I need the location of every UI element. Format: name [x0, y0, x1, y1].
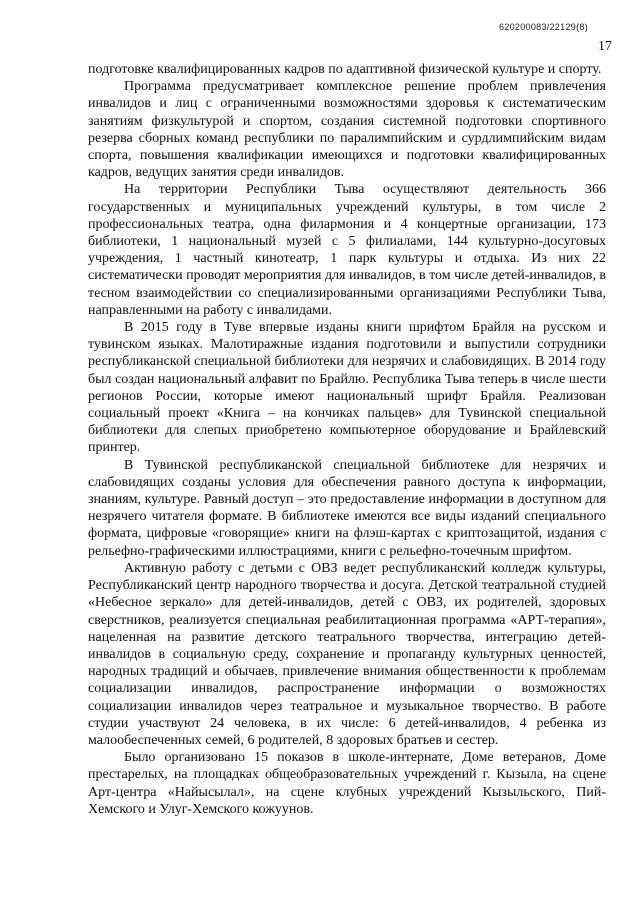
page-number: 17 — [598, 39, 612, 54]
paragraph-culture-institutions: На территории Республики Тыва осуществляют деятельность 366 государственных и муниципальных учреждений культуры, в том числе 2 профессиональных театра, одна филармония и 4 концертные организации, 173 библиотеки, 1 национальный музей с 5 филиалами, 144 культурно-досуговых учреждения, 1 частный кинотеатр, 1 парк культуры и отдыха. Из них 22 систематически проводят мероприятия для инвалидов, в том числе детей-инвалидов, в тесном взаимодействии со специализированными организациями Республики Тыва, направленными на работу с инвалидами. — [88, 182, 606, 318]
document-body — [88, 61, 606, 818]
paragraph-performances: Было организовано 15 показов в школе-интернате, Доме ветеранов, Доме престарелых, на площадках общеобразовательных учреждений г. Кызыла, на сцене Арт-центра «Найысылал», на сцене клубных учреждений Кызыльского, Пий-Хемского и Улуг-Хемского кожуунов. — [88, 750, 606, 817]
paragraph-library-access: В Тувинской республиканской специальной библиотеке для незрячих и слабовидящих созданы условия для обеспечения равного доступа к информации, знаниям, культуре. Равный доступ – это предоставление информации в доступном для незрячего читателя формате. В библиотеке имеются все виды изданий специального формата, цифровые «говорящие» книги на флэш-картах с криптозащитой, издания с рельефно-графическими иллюстрациями, книги с рельефно-точечным шрифтом. — [88, 457, 606, 559]
document-id: 620200083/22129(8) — [499, 22, 588, 32]
paragraph-children-work: Активную работу с детьми с ОВЗ ведет республиканский колледж культуры, Республиканский центр народного творчества и досуга. Детской театральной студией «Небесное зеркало» для детей-инвалидов, детей с ОВЗ, их родителей, здоровых сверстников, реализуется специальная реабилитационная программа «АРТ-терапия», нацеленная на развитие детского театрального творчества, интеграцию детей-инвалидов в социальную среду, сохранение и пропаганду культурных ценностей, народных традиций и обычаев, привлечение внимания общественности к проблемам социализации инвалидов, распространение информации о возможностях социализации инвалидов через театральное и музыкальное творчество. В работе студии участвуют 24 человека, в их числе: 6 детей-инвалидов, 4 ребенка из малообеспеченных семей, 6 родителей, 8 здоровых братьев и сестер. — [88, 560, 606, 748]
paragraph-program: Программа предусматривает комплексное решение проблем привлечения инвалидов и лиц с ограниченными возможностями здоровья к систематическим занятиям физкультурой и спортом, создания системной подготовки спортивного резерва сборных команд республики по паралимпийским и сурдлимпийским видам спорта, повышения квалификации имеющихся и подготовки квалифицированных кадров, ведущих занятия среди инвалидов. — [88, 79, 606, 181]
paragraph-braille-books: В 2015 году в Туве впервые изданы книги шрифтом Брайля на русском и тувинском языках. Малотиражные издания подготовили и выпустили сотрудники республиканской специальной библиотеки для незрячих и слабовидящих. В 2014 году был создан национальный алфавит по Брайлю. Республика Тыва теперь в числе шести регионов России, которые имеют национальный шрифт Брайля. Реализован социальный проект «Книга – на кончиках пальцев» для Тувинской специальной библиотеки для слепых приобретено компьютерное оборудование и Брайлевский принтер. — [88, 320, 606, 456]
paragraph-continuation: подготовке квалифицированных кадров по адаптивной физической культуре и спорту. — [88, 62, 602, 77]
